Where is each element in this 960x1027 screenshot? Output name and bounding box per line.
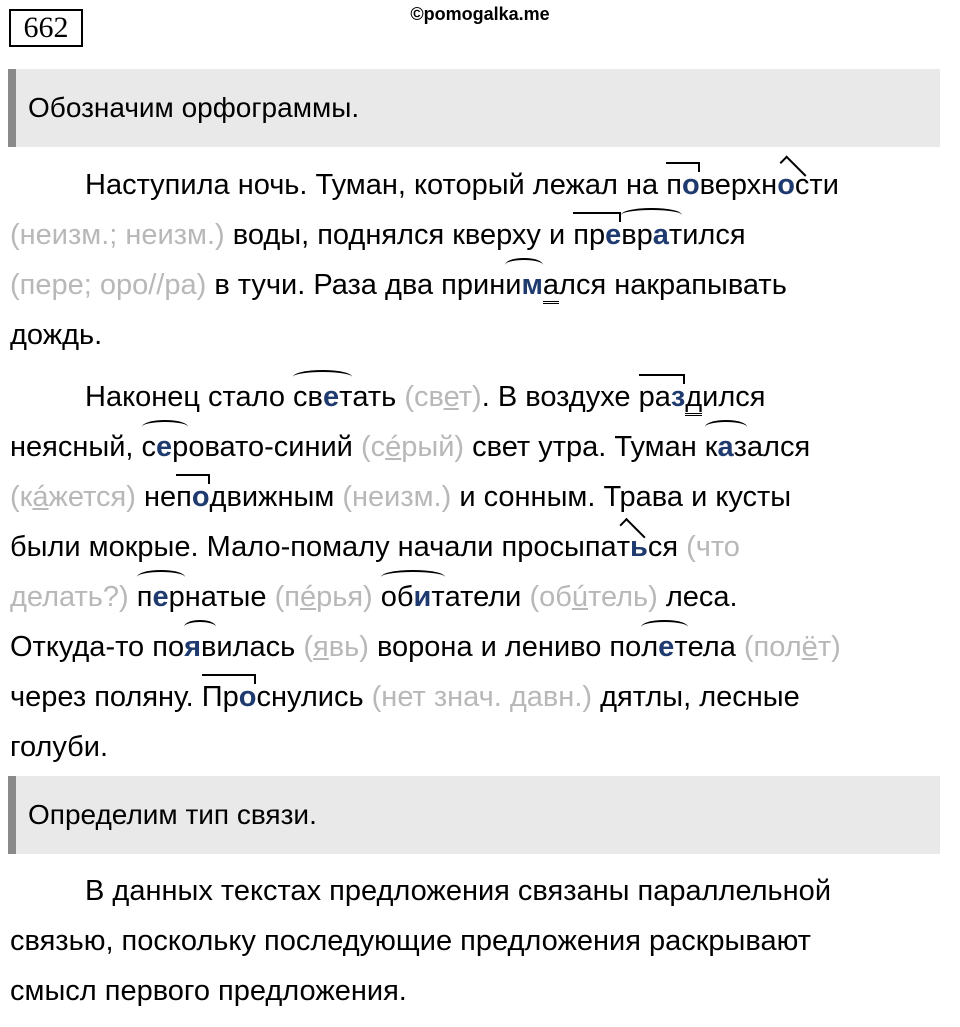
exercise-number: 662 <box>9 9 83 47</box>
note: (пере; оро//ра) <box>10 269 207 301</box>
paragraph-line: дождь. <box>10 319 103 351</box>
paragraph-1 <box>10 160 950 360</box>
note: (нет знач. давн.) <box>371 681 593 713</box>
note: (неизм.; неизм.) <box>10 219 225 251</box>
section-heading-orthograms <box>8 69 940 147</box>
section-heading-text: Обозначим орфограммы. <box>28 92 360 123</box>
paragraph-line: В данных текстах предложения связаны параллельной <box>85 875 832 907</box>
paragraph-line: (кáжется) неподвижным (неизм.) и сонным. Трава и кусты <box>10 472 950 522</box>
watermark: ©pomogalka.me <box>410 4 550 24</box>
paragraph-line: связью, поскольку последующие предложения раскрывают <box>10 925 811 957</box>
paragraph-line: через поляну. Проснулись (нет знач. давн.) дятлы, лесные <box>10 672 950 722</box>
paragraph-line: (пере; оро//ра) в тучи. Раза два принимался накрапывать <box>10 260 950 310</box>
paragraph-3 <box>10 866 950 1016</box>
paragraph-line: (неизм.; неизм.) воды, поднялся кверху и превратился <box>10 210 950 260</box>
note: (что <box>686 531 740 563</box>
note: (неизм.) <box>342 481 452 513</box>
paragraph-line: Наконец стало светать (свет). В воздухе раздился <box>10 372 950 422</box>
section-heading-text: Определим тип связи. <box>28 799 317 830</box>
paragraph-line: делать?) пернатые (пéрья) обитатели (обúтель) леса. <box>10 572 950 622</box>
paragraph-line: Наступила ночь. Туман, который лежал на поверхности <box>10 160 950 210</box>
note: делать?) <box>10 581 129 613</box>
paragraph-line: голуби. <box>10 731 109 763</box>
paragraph-line: были мокрые. Мало-помалу начали просыпаться (что <box>10 522 950 572</box>
paragraph-line: неясный, серовато-синий (сéрый) свет утра. Туман казался <box>10 422 950 472</box>
section-heading-link-type <box>8 776 940 854</box>
paragraph-2 <box>10 372 950 772</box>
paragraph-line: Откуда-то появилась (явь) ворона и лениво полетела (полёт) <box>10 622 950 672</box>
paragraph-line: смысл первого предложения. <box>10 975 407 1007</box>
